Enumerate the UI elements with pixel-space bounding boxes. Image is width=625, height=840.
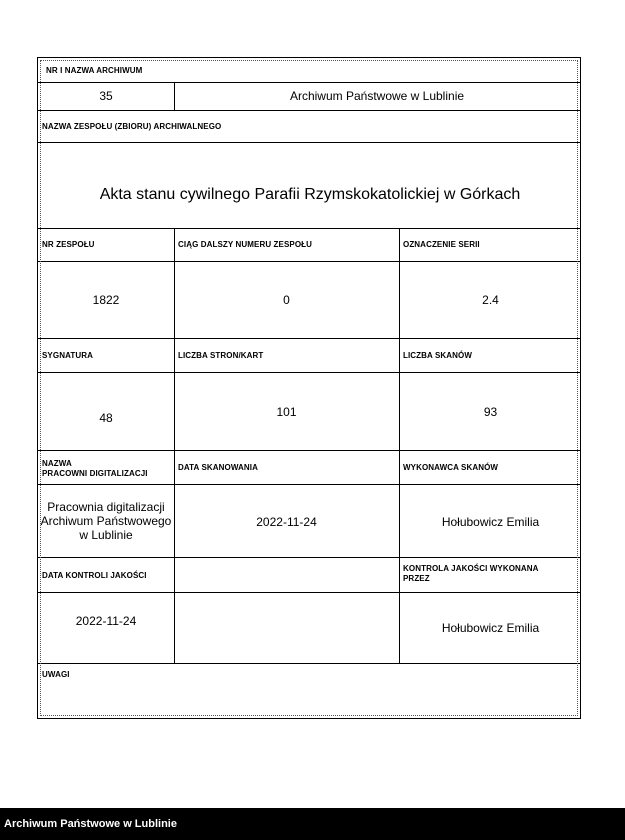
scanner-label: WYKONAWCA SKANÓW — [403, 463, 499, 472]
qc-by-label — [403, 564, 578, 584]
qc-date-label: DATA KONTROLI JAKOŚCI — [42, 571, 147, 580]
pages-label: LICZBA STRON/KART — [178, 351, 264, 360]
divider — [38, 82, 580, 83]
divider — [38, 663, 580, 664]
divider — [38, 142, 580, 143]
series-code: 2.4 — [482, 293, 499, 307]
scans-value: 93 — [483, 405, 498, 419]
metadata-form — [37, 57, 581, 719]
pages-value: 101 — [276, 405, 297, 419]
qc-date: 2022-11-24 — [75, 614, 137, 628]
divider — [38, 450, 580, 451]
fonds-name: Akta stanu cywilnego Parafii Rzymskokatolickiej w Górkach — [99, 186, 521, 203]
lab-name-line: Archiwum Państwowego — [40, 514, 172, 528]
continuation-number: 0 — [283, 293, 290, 307]
fonds-number: 1822 — [92, 293, 120, 307]
notes-label: UWAGI — [42, 670, 70, 679]
divider — [38, 261, 580, 262]
divider — [38, 372, 580, 373]
scans-label: LICZBA SKANÓW — [403, 351, 472, 360]
lab-name — [38, 500, 174, 542]
qc-by-label-line: KONTROLA JAKOŚCI WYKONANA — [403, 564, 539, 573]
fonds-label: NAZWA ZESPOŁU (ZBIORU) ARCHIWALNEGO — [42, 122, 222, 131]
series-label: OZNACZENIE SERII — [403, 240, 480, 249]
lab-label — [42, 459, 172, 479]
footer-bar — [0, 808, 625, 840]
lab-name-line: w Lublinie — [79, 528, 133, 542]
fonds-number-label: NR ZESPOŁU — [42, 240, 95, 249]
continuation-label: CIĄG DALSZY NUMERU ZESPOŁU — [178, 240, 313, 249]
divider — [38, 338, 580, 339]
lab-name-line: Pracownia digitalizacji — [47, 500, 165, 514]
divider — [38, 228, 580, 229]
lab-label-line: PRACOWNI DIGITALIZACJI — [42, 469, 148, 478]
archive-name: Archiwum Państwowe w Lublinie — [289, 89, 465, 103]
scan-date: 2022-11-24 — [256, 515, 317, 529]
divider — [38, 557, 580, 558]
signature-label: SYGNATURA — [42, 351, 93, 360]
scanner-name: Hołubowicz Emilia — [441, 515, 540, 529]
qc-by-label-line: PRZEZ — [403, 574, 430, 583]
lab-label-line: NAZWA — [42, 459, 72, 468]
scan-date-label: DATA SKANOWANIA — [178, 463, 259, 472]
archive-label: NR I NAZWA ARCHIWUM — [46, 66, 143, 75]
divider — [38, 592, 580, 593]
qc-by-name: Hołubowicz Emilia — [441, 621, 540, 635]
divider — [38, 110, 580, 111]
signature-value: 48 — [99, 411, 113, 425]
archive-number: 35 — [99, 89, 113, 103]
divider — [38, 484, 580, 485]
footer-text: Archiwum Państwowe w Lublinie — [4, 818, 177, 830]
